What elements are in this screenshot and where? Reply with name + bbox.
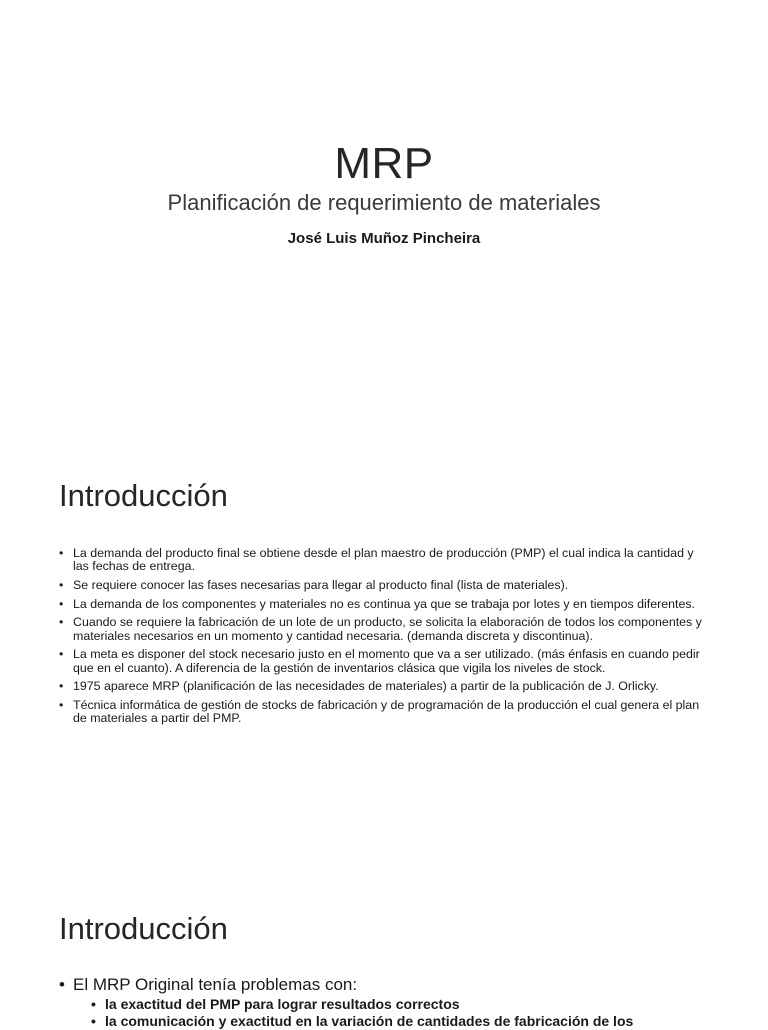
bullet-item: • La demanda de los componentes y materiales no es continua ya que se trabaja por lotes y en tiempos diferentes. [59,598,711,611]
bullet-item: • Cuando se requiere la fabricación de un lote de un producto, se solicita la elaboración de todos los componentes y materiales necesarios en un momento y cantidad necesaria. (demanda discreta y discontinua). [59,616,711,643]
bullet-text: El MRP Original tenía problemas con: [73,975,358,994]
slide-heading: Introducción [59,478,228,513]
bullet-list [59,547,711,731]
presentation-title: MRP [334,139,434,188]
bullet-item [59,974,749,1030]
presentation-subtitle: Planificación de requerimiento de materiales [167,190,601,215]
sub-bullet-item: • la exactitud del PMP para lograr resultados correctos [73,996,749,1013]
bullet-item: • La meta es disponer del stock necesario justo en el momento que va a ser utilizado. (más énfasis en cuando pedir que en el cuanto). A diferencia de la gestión de inventarios clásica que vigila los niveles de stock. [59,648,711,675]
intro-slide-2 [0,864,768,1029]
slide-heading: Introducción [59,911,228,946]
bullet-item: • 1975 aparece MRP (planificación de las necesidades de materiales) a partir de la publicación de J. Orlicky. [59,680,711,693]
presentation-author: José Luis Muñoz Pincheira [287,230,481,247]
intro-slide-1 [0,432,768,864]
bullet-list [59,974,749,1030]
title-slide [0,0,768,432]
sub-bullet-item: • la comunicación y exactitud en la variación de cantidades de fabricación de los [73,1013,749,1030]
bullet-item: • Técnica informática de gestión de stocks de fabricación y de programación de la producción el cual genera el plan de materiales a partir del PMP. [59,699,711,726]
bullet-item: • Se requiere conocer las fases necesarias para llegar al producto final (lista de materiales). [59,579,711,592]
sub-bullet-list [73,996,749,1030]
bullet-item: • La demanda del producto final se obtiene desde el plan maestro de producción (PMP) el cual indica la cantidad y las fechas de entrega. [59,547,711,574]
